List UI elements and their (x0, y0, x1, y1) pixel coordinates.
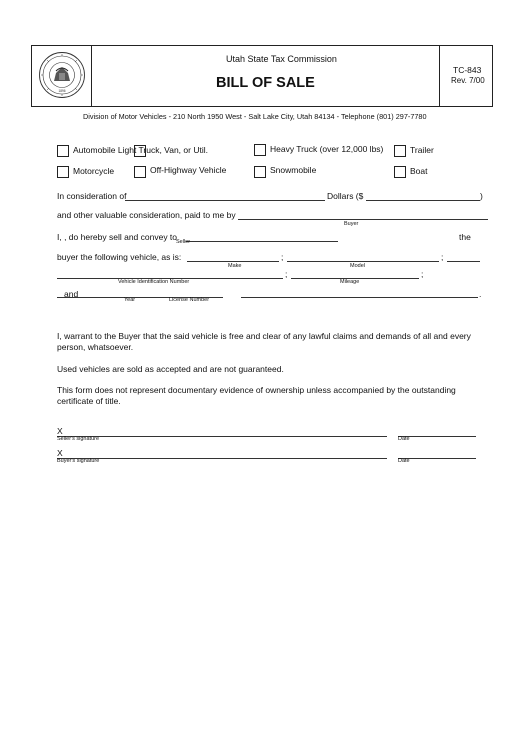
snowmobile-label: Snowmobile (270, 165, 317, 175)
seller-date-field[interactable] (398, 436, 476, 437)
dollars-label: Dollars ($ (327, 191, 364, 201)
model-extra-field[interactable] (447, 261, 480, 262)
period-text: . (479, 289, 482, 299)
buyer-caption: Buyer (344, 221, 359, 227)
heavy-truck-label: Heavy Truck (over 12,000 lbs) (270, 144, 384, 154)
motorcycle-checkbox[interactable] (57, 166, 69, 178)
dollars-amount-field[interactable] (366, 200, 480, 201)
evidence-line-2: certificate of title. (57, 396, 121, 406)
division-line: Division of Motor Vehicles - 210 North 1950 West - Salt Lake City, Utah 84134 - Telephone (801) 297-7780 (83, 112, 427, 121)
trailer-checkbox[interactable] (394, 145, 406, 157)
buyer-signature-field[interactable] (57, 458, 387, 459)
other-consideration-text: and other valuable consideration, paid to me by (57, 210, 236, 220)
heavy-truck-checkbox[interactable] (254, 144, 266, 156)
buyer-signature-caption: Buyer's signature (57, 458, 100, 464)
seller-signature-field[interactable] (57, 436, 387, 437)
mileage-caption: Mileage (340, 279, 360, 285)
form-number: TC-843 (453, 65, 482, 75)
boat-checkbox[interactable] (394, 166, 406, 178)
snowmobile-checkbox[interactable] (254, 166, 266, 178)
make-caption: Make (228, 263, 242, 269)
automobile-checkbox[interactable] (57, 145, 69, 157)
boat-label: Boat (410, 166, 428, 176)
model-field[interactable] (287, 261, 439, 262)
utah-seal-icon (38, 51, 86, 99)
as-accepted-text: Used vehicles are sold as accepted and are not guaranteed. (57, 364, 284, 374)
consideration-prefix: In consideration of (57, 191, 127, 201)
sell-convey-text: I, , do hereby sell and convey to (57, 232, 178, 242)
semicolon-1: ; (281, 252, 284, 262)
and-text: and (64, 289, 79, 299)
buyer-date-field[interactable] (398, 458, 476, 459)
form-title: BILL OF SALE (216, 75, 315, 91)
seller-date-caption: Date (398, 436, 410, 442)
form-revision: Rev. 7/00 (451, 76, 485, 85)
evidence-line-1: This form does not represent documentary evidence of ownership unless accompanied by the outstanding (57, 385, 456, 395)
close-paren: ) (480, 191, 483, 201)
off-highway-label: Off-Highway Vehicle (150, 165, 227, 175)
motorcycle-label: Motorcycle (73, 166, 115, 176)
seller-caption: Seller (176, 239, 191, 245)
model-caption: Model (350, 263, 365, 269)
make-field[interactable] (187, 261, 279, 262)
semicolon-3: ; (285, 269, 288, 279)
seller-x-mark: X (57, 426, 63, 436)
vin-caption: Vehicle Identification Number (118, 279, 190, 285)
semicolon-2: ; (441, 252, 444, 262)
buyer-x-mark: X (57, 448, 63, 458)
buyer-date-caption: Date (398, 458, 410, 464)
warranty-line-1: I, warrant to the Buyer that the said vehicle is free and clear of any lawful claims and demands of all and every (57, 331, 471, 341)
seal-year: 1896 (58, 89, 66, 93)
consideration-amount-words-field[interactable] (125, 200, 325, 201)
seller-signature-caption: Seller's signature (57, 436, 100, 442)
additional-description-field[interactable] (241, 297, 478, 298)
the-text: the (459, 232, 471, 242)
automobile-label: Automobile Light Truck, Van, or Util. (73, 145, 208, 155)
year-caption: Year (124, 297, 136, 303)
buyer-vehicle-text: buyer the following vehicle, as is: (57, 252, 182, 262)
warranty-line-2: person, whatsoever. (57, 342, 134, 352)
buyer-name-field[interactable] (238, 219, 488, 220)
semicolon-4: ; (421, 269, 424, 279)
seller-name-field[interactable] (186, 241, 338, 242)
trailer-label: Trailer (410, 145, 434, 155)
off-highway-checkbox[interactable] (134, 166, 146, 178)
agency-name: Utah State Tax Commission (226, 54, 337, 64)
license-caption: License Number (169, 297, 210, 303)
